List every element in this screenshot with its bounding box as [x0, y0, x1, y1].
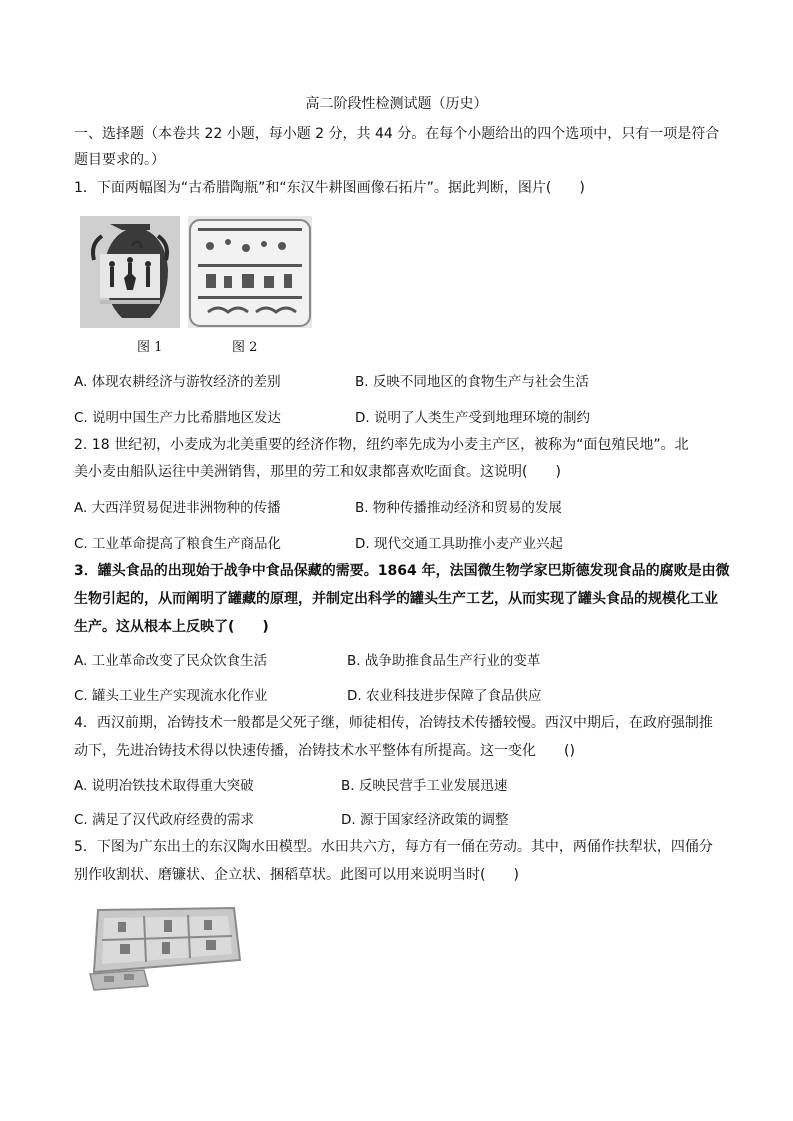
q3-stem-line-3: 生产。这从根本上反映了( ) [74, 619, 269, 635]
han-pottery-paddy-field-model-image [84, 900, 244, 1000]
q4-option-d: D. 源于国家经济政策的调整 [341, 812, 509, 828]
q1-option-a: A. 体现农耕经济与游牧经济的差别 [74, 374, 281, 390]
q3-stem-line-1: 3．罐头食品的出现始于战争中食品保藏的需要。1864 年，法国微生物学家巴斯德发现食品的腐败是由微 [74, 563, 730, 579]
q5-stem-line-1: 5．下图为广东出土的东汉陶水田模型。水田共六方，每方有一俑在劳动。其中，两俑作扶犁状，四俑分 [74, 839, 713, 855]
q2-option-a: A. 大西洋贸易促进非洲物种的传播 [74, 500, 281, 516]
q2-option-b: B. 物种传播推动经济和贸易的发展 [355, 500, 562, 516]
q3-option-c: C. 罐头工业生产实现流水化作业 [74, 688, 268, 704]
greek-vase-image [80, 216, 180, 328]
q2-option-d: D. 现代交通工具助推小麦产业兴起 [355, 536, 563, 552]
q4-option-c: C. 满足了汉代政府经费的需求 [74, 812, 255, 828]
q1-option-b: B. 反映不同地区的食物生产与社会生活 [355, 374, 589, 390]
q1-stem: 1．下面两幅图为“古希腊陶瓶”和“东汉牛耕图画像石拓片”。据此判断，图片( ) [74, 180, 585, 196]
q2-stem-line-2: 美小麦由船队运往中美洲销售，那里的劳工和奴隶都喜欢吃面食。这说明( ) [74, 464, 561, 480]
section-heading-line-1: 一、选择题（本卷共 22 小题，每小题 2 分，共 44 分。在每个小题给出的四个选项中，只有一项是符合 [74, 126, 720, 142]
q1-option-d: D. 说明了人类生产受到地理环境的制约 [355, 410, 590, 426]
q3-stem-line-2: 生物引起的，从而阐明了罐藏的原理，并制定出科学的罐头生产工艺，从而实现了罐头食品的规模化工业 [74, 591, 718, 607]
page-title: 高二阶段性检测试题（历史） [305, 96, 488, 112]
q1-option-c: C. 说明中国生产力比希腊地区发达 [74, 410, 282, 426]
fig1-caption: 图 1 [137, 340, 163, 355]
q4-option-b: B. 反映民营手工业发展迅速 [341, 778, 508, 794]
fig2-caption: 图 2 [232, 340, 258, 355]
q4-option-a: A. 说明冶铁技术取得重大突破 [74, 778, 254, 794]
han-ox-plough-rubbing-image [188, 216, 312, 328]
q3-option-a: A. 工业革命改变了民众饮食生活 [74, 653, 268, 669]
q2-stem-line-1: 2. 18 世纪初，小麦成为北美重要的经济作物，纽约率先成为小麦主产区，被称为“面包殖民地”。北 [74, 437, 689, 453]
q5-stem-line-2: 别作收割状、磨镰状、企立状、捆稻草状。此图可以用来说明当时( ) [74, 867, 519, 883]
section-heading-line-2: 题目要求的。） [74, 152, 165, 168]
q3-option-b: B. 战争助推食品生产行业的变革 [347, 653, 541, 669]
q2-option-c: C. 工业革命提高了粮食生产商品化 [74, 536, 282, 552]
q4-stem-line-1: 4．西汉前期，冶铸技术一般都是父死子继，师徒相传，冶铸技术传播较慢。西汉中期后，在政府强制推 [74, 715, 713, 731]
q3-option-d: D. 农业科技进步保障了食品供应 [347, 688, 542, 704]
q4-stem-line-2: 动下，先进冶铸技术得以快速传播，冶铸技术水平整体有所提高。这一变化 () [74, 743, 575, 759]
